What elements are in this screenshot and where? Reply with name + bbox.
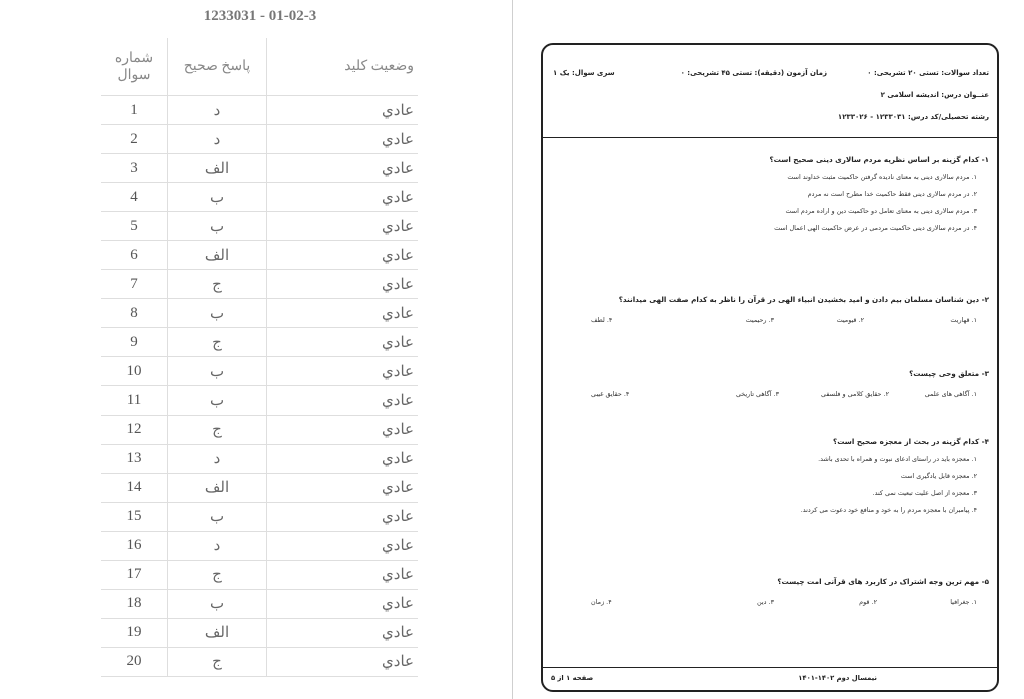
options-row	[551, 390, 989, 402]
correct-answer-cell: ب	[168, 299, 267, 328]
question-number-cell: 13	[101, 444, 168, 473]
key-status-cell: عادي	[267, 299, 419, 328]
options-row	[551, 316, 989, 328]
table-row	[101, 212, 418, 241]
question-text: ۵- مهم ترین وجه اشتراک در کاربرد های قرآنی امت چیست؟	[777, 577, 989, 586]
option-3: ۳. رحیمیت	[745, 316, 774, 324]
key-status-cell: عادي	[267, 415, 419, 444]
question-text: ۲- دین شناسان مسلمان بیم دادن و امید بخشیدن انبیاء الهی در قرآن را ناظر به کدام صفت الهی میدانند؟	[618, 295, 989, 304]
key-title: 1233031 - 01-02-3	[203, 8, 317, 24]
option-2: ۲. قیومیت	[836, 316, 864, 324]
correct-answer-cell: د	[168, 125, 267, 154]
option-1: ۱. معجزه باید در راستای ادعای نبوت و همراه با تحدی باشد.	[818, 455, 977, 463]
correct-answer-cell: ب	[168, 502, 267, 531]
table-row	[101, 647, 418, 676]
question-number-cell: 14	[101, 473, 168, 502]
semester: نیمسال دوم ۱۴۰۲-۱۴۰۱	[798, 674, 877, 682]
key-status-cell: عادي	[267, 531, 419, 560]
table-row	[101, 473, 418, 502]
correct-answer-cell: ب	[168, 589, 267, 618]
table-row	[101, 531, 418, 560]
correct-answer-cell: د	[168, 444, 267, 473]
correct-answer-cell: ج	[168, 270, 267, 299]
table-row	[101, 241, 418, 270]
table-row	[101, 154, 418, 183]
option-3: ۳. دین	[757, 598, 774, 606]
key-status-cell: عادي	[267, 589, 419, 618]
option-4: ۴. لطف	[591, 316, 613, 324]
correct-answer-cell: الف	[168, 154, 267, 183]
question-number-cell: 1	[101, 96, 168, 125]
correct-answer-cell: ب	[168, 357, 267, 386]
question-4	[551, 437, 989, 514]
correct-answer-cell: د	[168, 96, 267, 125]
question-text: ۴- کدام گزینه در بحث از معجزه صحیح است؟	[833, 437, 989, 446]
option-4: ۴. حقایق غیبی	[591, 390, 630, 398]
question-number-cell: 18	[101, 589, 168, 618]
table-row	[101, 270, 418, 299]
key-status-cell: عادي	[267, 473, 419, 502]
course-title: عنــوان درس: اندیشه اسلامی ۲	[880, 91, 989, 99]
key-status-cell: عادي	[267, 125, 419, 154]
table-row	[101, 589, 418, 618]
correct-answer-cell: ج	[168, 328, 267, 357]
question-2	[551, 295, 989, 328]
key-status-cell: عادي	[267, 183, 419, 212]
questions-area	[543, 137, 997, 668]
exam-header	[543, 45, 997, 138]
option-3: ۳. معجزه از اصل علیت تبعیت نمی کند.	[872, 489, 977, 497]
question-text: ۱- کدام گزینه بر اساس نظریه مردم سالاری دینی صحیح است؟	[769, 155, 989, 164]
option-2: ۲. حقایق کلامی و فلسفی	[821, 390, 889, 398]
answer-key-rows	[101, 96, 418, 677]
header-key-status: وضعیت کلید	[267, 38, 419, 96]
question-number-cell: 7	[101, 270, 168, 299]
correct-answer-cell: ج	[168, 647, 267, 676]
key-status-cell: عادي	[267, 154, 419, 183]
table-row	[101, 502, 418, 531]
key-status-cell: عادي	[267, 618, 419, 647]
table-row	[101, 357, 418, 386]
question-number-cell: 8	[101, 299, 168, 328]
table-row	[101, 415, 418, 444]
page-number: صفحه ۱ از ۵	[551, 674, 594, 682]
option-2: ۲. در مردم سالاری دینی فقط حاکمیت خدا مطرح است نه مردم	[807, 190, 977, 198]
question-number-cell: 5	[101, 212, 168, 241]
key-status-cell: عادي	[267, 212, 419, 241]
table-row	[101, 125, 418, 154]
correct-answer-cell: الف	[168, 618, 267, 647]
table-row	[101, 444, 418, 473]
question-number-cell: 9	[101, 328, 168, 357]
correct-answer-cell: ج	[168, 560, 267, 589]
correct-answer-cell: ب	[168, 183, 267, 212]
key-status-cell: عادي	[267, 270, 419, 299]
key-status-cell: عادي	[267, 560, 419, 589]
option-3: ۳. مردم سالاری دینی به معنای تعامل دو حاکمیت دین و اراده مردم است	[785, 207, 977, 215]
question-number-cell: 6	[101, 241, 168, 270]
option-4: ۴. در مردم سالاری دینی حاکمیت مردمی در عرض حاکمیت الهی اعمال است	[774, 224, 977, 232]
option-1: ۱. قهاریت	[950, 316, 977, 324]
option-3: ۳. آگاهی تاریخی	[735, 390, 779, 398]
key-status-cell: عادي	[267, 96, 419, 125]
correct-answer-cell: ب	[168, 386, 267, 415]
correct-answer-cell: د	[168, 531, 267, 560]
option-2: ۲. قوم	[859, 598, 877, 606]
correct-answer-cell: ج	[168, 415, 267, 444]
question-number-cell: 3	[101, 154, 168, 183]
table-row	[101, 96, 418, 125]
field-code: رشته تحصیلی/کد درس: ۱۲۳۳۰۳۱ - ۱۲۳۳۰۲۶	[837, 113, 989, 121]
option-4: ۴. زمان	[591, 598, 612, 606]
question-text: ۳- متعلق وحی چیست؟	[909, 369, 989, 378]
question-5	[551, 577, 989, 610]
question-number-cell: 2	[101, 125, 168, 154]
correct-answer-cell: الف	[168, 241, 267, 270]
correct-answer-cell: الف	[168, 473, 267, 502]
option-1: ۱. آگاهی های علمی	[924, 390, 977, 398]
options-row	[551, 598, 989, 610]
question-number-cell: 4	[101, 183, 168, 212]
key-status-cell: عادي	[267, 241, 419, 270]
exam-time: زمان آزمون (دقیقه): تستی ۴۵ تشریحی: ۰	[680, 69, 827, 77]
question-number-cell: 12	[101, 415, 168, 444]
table-header-row	[101, 38, 418, 96]
table-row	[101, 183, 418, 212]
question-number-cell: 15	[101, 502, 168, 531]
key-status-cell: عادي	[267, 444, 419, 473]
option-1: ۱. مردم سالاری دینی به معنای نادیده گرفتن حاکمیت مثبت خداوند است	[787, 173, 977, 181]
table-row	[101, 618, 418, 647]
header-correct-answer: پاسخ صحیح	[168, 38, 267, 96]
question-count: تعداد سوالات: تستی ۲۰ تشریحی: ۰	[867, 69, 989, 77]
correct-answer-cell: ب	[168, 212, 267, 241]
key-status-cell: عادي	[267, 386, 419, 415]
question-number-cell: 10	[101, 357, 168, 386]
question-3	[551, 369, 989, 402]
question-number-cell: 17	[101, 560, 168, 589]
key-status-cell: عادي	[267, 647, 419, 676]
question-number-cell: 11	[101, 386, 168, 415]
table-row	[101, 560, 418, 589]
option-1: ۱. جغرافیا	[950, 598, 977, 606]
key-status-cell: عادي	[267, 328, 419, 357]
key-status-cell: عادي	[267, 357, 419, 386]
table-row	[101, 299, 418, 328]
exam-frame	[541, 43, 999, 692]
key-status-cell: عادي	[267, 502, 419, 531]
question-number-cell: 20	[101, 647, 168, 676]
table-row	[101, 386, 418, 415]
table-row	[101, 328, 418, 357]
question-series: سری سوال: یک ۱	[553, 69, 615, 77]
option-2: ۲. معجزه قابل یادگیری است	[900, 472, 977, 480]
answer-key-table	[101, 38, 418, 677]
header-question-number: شماره سوال	[101, 38, 168, 96]
question-number-cell: 16	[101, 531, 168, 560]
exam-page	[513, 0, 1024, 699]
question-1	[551, 155, 989, 232]
question-number-cell: 19	[101, 618, 168, 647]
option-4: ۴. پیامبران با معجزه مردم را به خود و منافع خود دعوت می کردند.	[800, 506, 977, 514]
exam-footer	[543, 667, 997, 690]
